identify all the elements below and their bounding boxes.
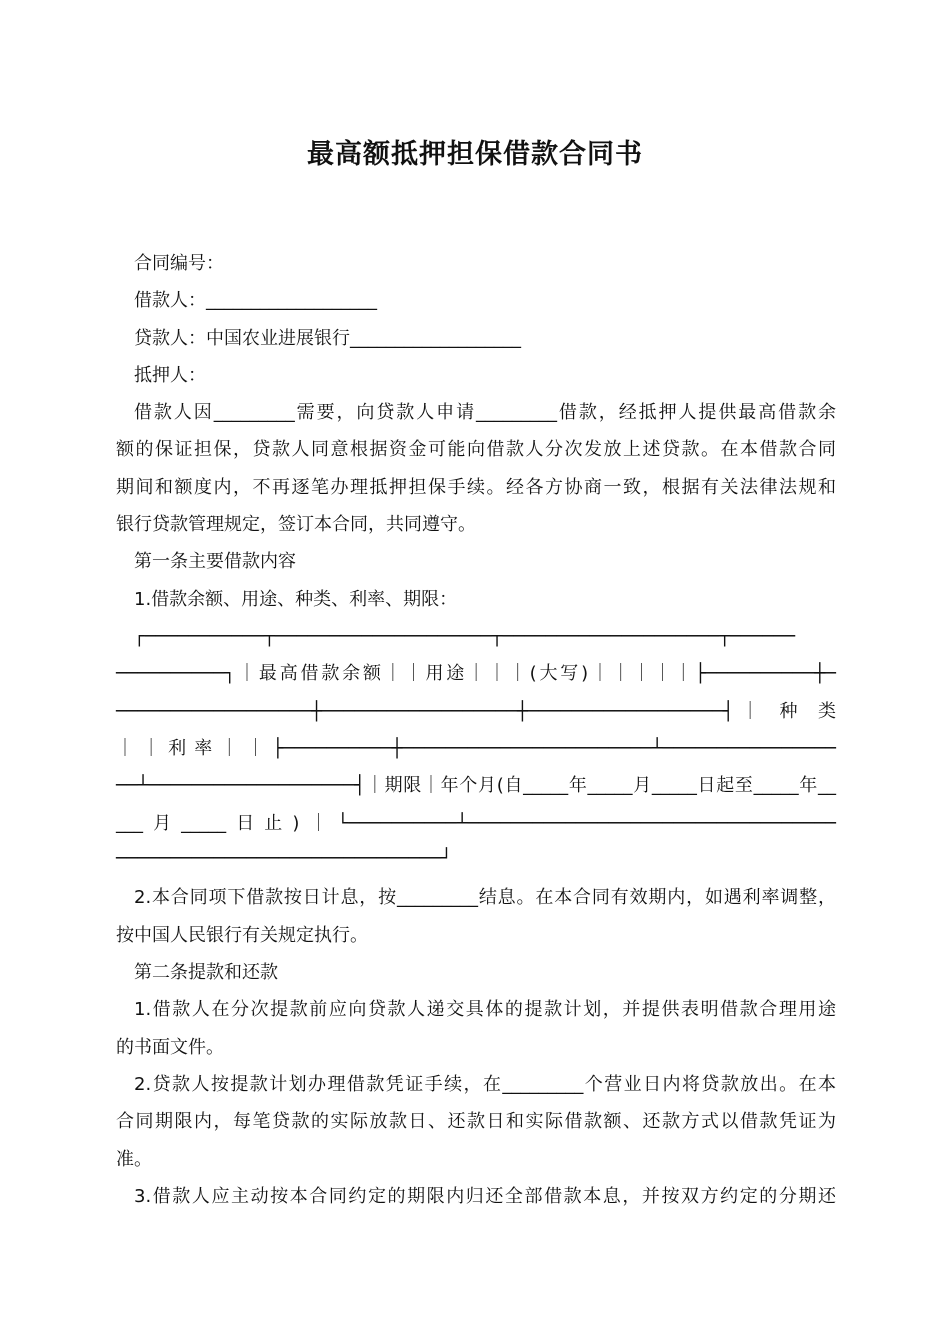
article-2-item-2-line-3: 准。 [116,1149,152,1170]
table-line-2: ──────────┐｜最高借款余额｜｜用途｜｜｜(大写)｜｜｜｜｜├──────────┼─ [116,663,836,684]
lender-line: 贷款人：中国农业进展银行___________________ [134,328,521,349]
mortgagor-line: 抵押人： [134,365,206,386]
table-line-1: ┌───────────┬────────────────────┬────────────────────┬────── [134,626,796,647]
table-line-6: ___月_____日止)｜└──────────┴────────────────────────────────── [116,813,836,834]
document-title: 最高额抵押担保借款合同书 [307,139,643,170]
preamble-line-2: 额的保证担保，贷款人同意根据资金可能向借款人分次发放上述贷款。在本借款合同 [116,439,836,460]
article-2-item-1-line-2: 的书面文件。 [116,1037,224,1058]
table-line-4: ｜｜利率｜｜├──────────┼───────────────────────┴──────────────── [116,738,836,759]
preamble-line-4: 银行贷款管理规定，签订本合同，共同遵守。 [116,514,476,535]
article-2-item-2-line-2: 合同期限内，每笔贷款的实际放款日、还款日和实际借款额、还款方式以借款凭证为 [116,1111,836,1132]
article-1-item-2-line-1: 2.本合同项下借款按日计息，按_________结息。在本合同有效期内，如遇利率调整， [134,887,836,908]
article-2-item-1-line-1: 1.借款人在分次提款前应向贷款人递交具体的提款计划，并提供表明借款合理用途 [134,999,836,1020]
borrower-line: 借款人：___________________ [134,290,377,311]
preamble-line-1: 借款人因_________需要，向贷款人申请_________借款，经抵押人提供最高借款余 [134,402,836,423]
table-line-7: ──────────────────────────────┘ [116,848,452,869]
contract-number-line: 合同编号： [134,253,224,274]
table-line-5: ──┴───────────────────┤｜期限｜年个月(自_____年_____月_____日起至_____年__ [116,775,836,796]
table-line-3: ──────────────────┼──────────────────┼──────────────────┤｜ 种 类 [116,701,836,722]
article-1-item-2-line-2: 按中国人民银行有关规定执行。 [116,925,368,946]
article-2-item-2-line-1: 2.贷款人按提款计划办理借款凭证手续，在_________个营业日内将贷款放出。在本 [134,1074,836,1095]
article-2-heading: 第二条提款和还款 [134,962,278,983]
article-2-item-3-line-1: 3.借款人应主动按本合同约定的期限内归还全部借款本息，并按双方约定的分期还 [134,1186,836,1207]
article-1-heading: 第一条主要借款内容 [134,551,296,572]
preamble-line-3: 期间和额度内，不再逐笔办理抵押担保手续。经各方协商一致，根据有关法律法规和 [116,477,836,498]
article-1-item-1: 1.借款余额、用途、种类、利率、期限： [134,589,458,610]
